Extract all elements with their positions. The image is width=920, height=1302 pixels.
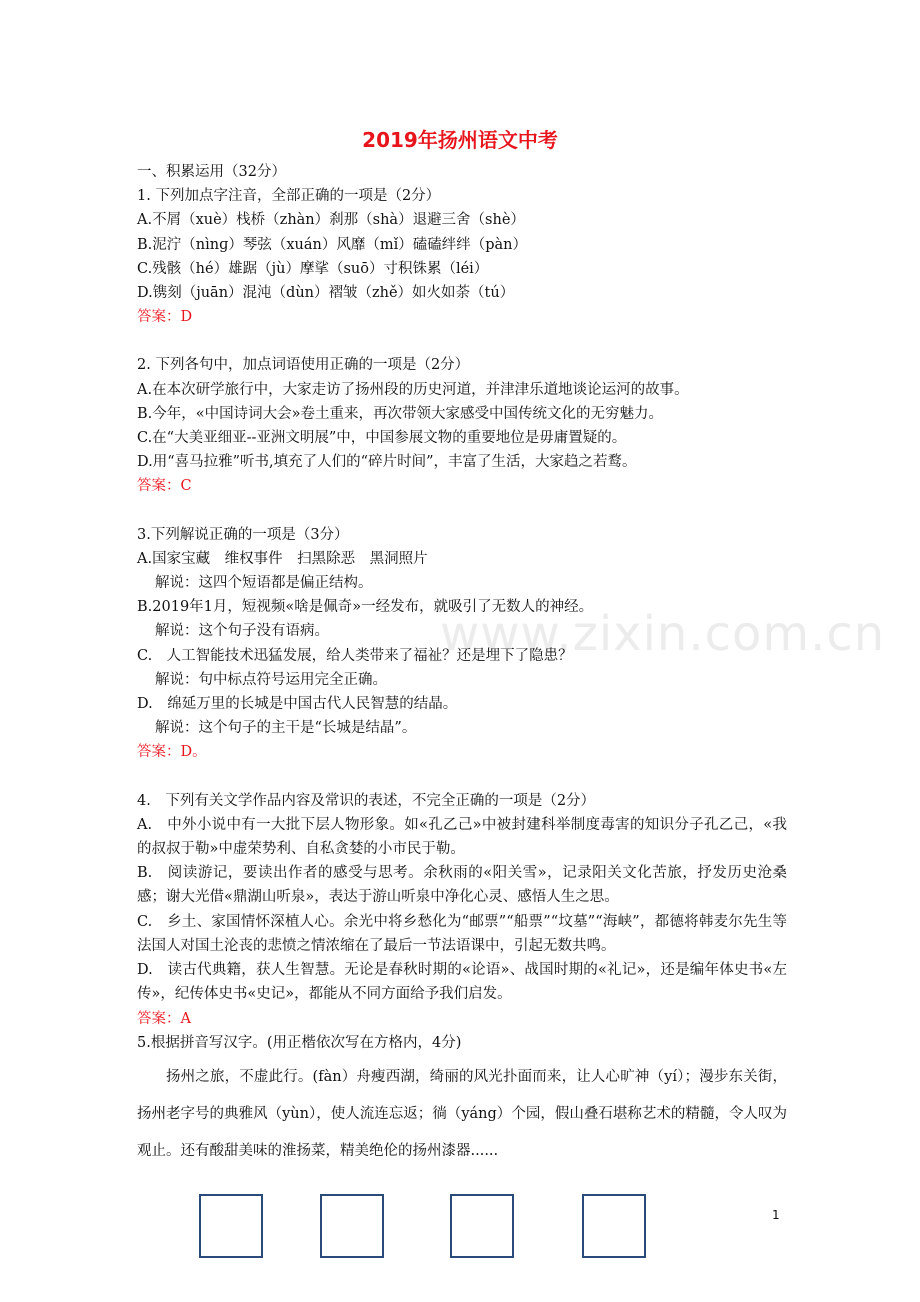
q4-stem: 4. 下列有关文学作品内容及常识的表述，不完全正确的一项是（2分） <box>137 792 596 809</box>
q2-option-d: D.用“喜马拉雅”听书,填充了人们的“碎片时间”，丰富了生活，大家趋之若鹜。 <box>137 454 637 471</box>
q1-option-a: A.不屑（xuè）栈桥（zhàn）刹那（shà）退避三舍（shè） <box>137 212 525 229</box>
section-heading: 一、积累运用（32分） <box>137 164 286 180</box>
q4-option-b: B. 阅读游记，要读出作者的感受与思考。余秋雨的«阳关雪»，记录阳关文化苦旅，抒发历史沧桑感；谢大光借«鼎湖山听泉»，表达于游山听泉中净化心灵、感悟人生之思。 <box>137 865 787 906</box>
q1-answer: 答案：D <box>137 309 193 326</box>
document-body <box>137 160 787 1170</box>
q1-option-b: B.泥泞（nìnɡ）琴弦（xuán）风靡（mǐ）磕磕绊绊（pàn） <box>137 236 528 253</box>
q3-option-b-note: 解说：这个句子没有语病。 <box>155 623 329 640</box>
page-title: 2019年扬州语文中考 <box>362 128 558 152</box>
q4-option-a: A. 中外小说中有一大批下层人物形象。如«孔乙己»中被封建科举制度毒害的知识分子孔乙己，«我的叔叔于勒»中虚荣势利、自私贪婪的小市民于勒。 <box>137 816 787 858</box>
q1-option-d: D.镌刻（juān）混沌（dùn）褶皱（zhě）如火如荼（tú） <box>137 285 515 302</box>
page-number: 1 <box>772 1208 780 1222</box>
answer-boxes <box>0 1194 920 1260</box>
q3-option-d-note: 解说：这个句子的主干是“长城是结晶”。 <box>155 720 417 737</box>
q3-answer: 答案：D。 <box>137 744 207 761</box>
q5-stem: 5.根据拼音写汉字。(用正楷依次写在方格内，4分) <box>137 1034 462 1051</box>
q3-option-c-note: 解说：句中标点符号运用完全正确。 <box>155 671 387 688</box>
q2-option-c: C.在“大美亚细亚--亚洲文明展”中，中国参展文物的重要地位是毋庸置疑的。 <box>137 430 627 447</box>
q3-option-a: A.国家宝藏 维权事件 扫黑除恶 黑洞照片 <box>137 550 428 567</box>
q2-option-a: A.在本次研学旅行中，大家走访了扬州段的历史河道，并津津乐道地谈论运河的故事。 <box>137 381 689 398</box>
q2-stem: 2. 下列各句中，加点词语使用正确的一项是（2分） <box>137 357 470 374</box>
answer-box-4[interactable] <box>582 1194 646 1258</box>
q1-option-c: C.残骸（hé）雄踞（jù）摩挲（suō）寸积铢累（léi） <box>137 260 489 277</box>
q4-option-c: C. 乡土、家国情怀深植人心。余光中将乡愁化为“邮票”“船票”“坟墓”“海峡”，都德将韩麦尔先生等法国人对国土沦丧的悲愤之情浓缩在了最后一节法语课中，引起无数共鸣。 <box>137 913 787 954</box>
q4-option-d: D. 读古代典籍，获人生智慧。无论是春秋时期的«论语»、战国时期的«礼记»，还是编年体史书«左传»，纪传体史书«史记»，都能从不同方面给予我们启发。 <box>137 962 787 1003</box>
q1-stem: 1. 下列加点字注音，全部正确的一项是（2分） <box>137 188 441 205</box>
answer-box-1[interactable] <box>199 1194 263 1258</box>
q3-option-d: D. 绵延万里的长城是中国古代人民智慧的结晶。 <box>137 696 458 713</box>
q4-answer: 答案：A <box>137 1010 191 1027</box>
q3-option-c: C. 人工智能技术迅猛发展，给人类带来了福祉？还是埋下了隐患？ <box>137 647 573 664</box>
q2-answer: 答案：C <box>137 478 192 495</box>
watermark: www.zixin.com.cn <box>440 606 886 662</box>
q3-option-b: B.2019年1月，短视频«啥是佩奇»一经发布，就吸引了无数人的神经。 <box>137 599 594 616</box>
q2-option-b: B.今年，«中国诗词大会»卷土重来，再次带领大家感受中国传统文化的无穷魅力。 <box>137 405 664 422</box>
q3-stem: 3.下列解说正确的一项是（3分） <box>137 526 349 543</box>
answer-box-2[interactable] <box>320 1194 384 1258</box>
q3-option-a-note: 解说：这四个短语都是偏正结构。 <box>155 575 373 592</box>
answer-box-3[interactable] <box>450 1194 514 1258</box>
q5-passage: 扬州之旅，不虚此行。(fàn）舟瘦西湖，绮丽的风光扑面而来，让人心旷神（yí）；漫步东关街，扬州老字号的典雅风（yùn），使人流连忘返；徜（yáng）个园，假山叠石堪称艺术的精髓，令人叹为观止。还有酸甜美味的淮扬菜，精美绝伦的扬州漆器...... <box>137 1068 787 1159</box>
